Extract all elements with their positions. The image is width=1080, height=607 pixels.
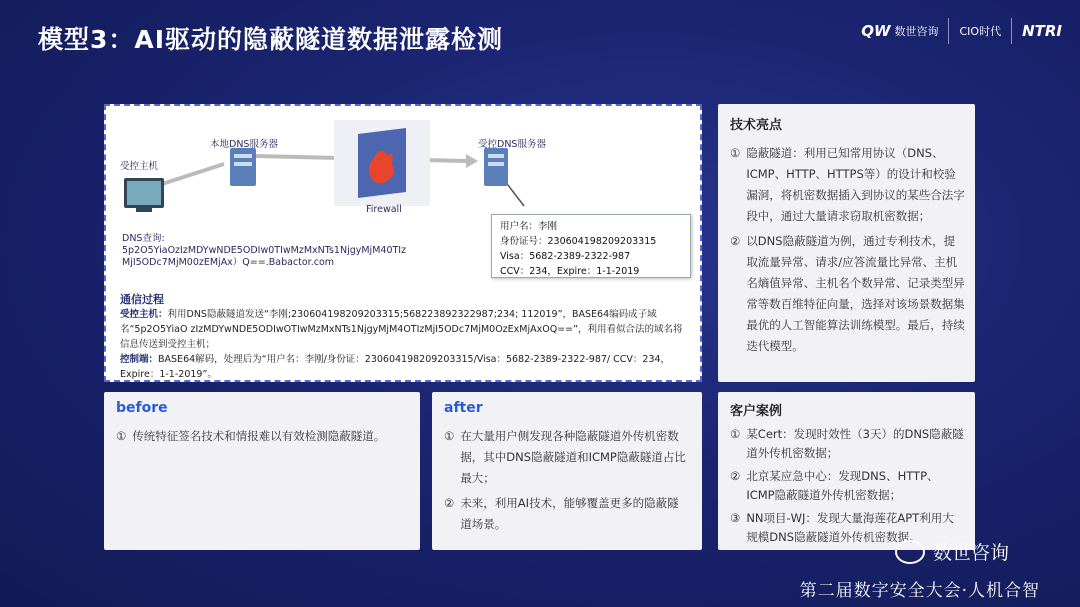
arrow-host-to-dns — [162, 164, 224, 184]
list-item: ② 北京某应急中心：发现DNS、HTTP、ICMP隐蔽隧道外传机密数据； — [730, 469, 939, 502]
host-computer-icon — [124, 178, 164, 212]
firewall-label: Firewall — [366, 204, 402, 215]
list-item: ① 在大量用户侧发现各种隐蔽隧道外传机密数据，其中DNS隐蔽隧道和ICMP隐蔽隧道占比最大； — [444, 429, 686, 485]
before-panel — [104, 392, 420, 550]
logo-bar — [861, 18, 1062, 44]
stolen-info-card: 用户名：李刚 身份证号：230604198209203315 Visa：5682-2389-2322-987 CCV：234，Expire：1-1-2019 — [491, 214, 691, 278]
after-list — [444, 426, 690, 535]
tech-highlights-panel — [718, 104, 975, 382]
before-list — [116, 426, 408, 447]
logo-divider — [1011, 18, 1012, 44]
diagram-panel — [104, 104, 702, 382]
cases-list — [730, 425, 965, 547]
host-label: 受控主机 — [120, 161, 159, 172]
list-item: ② 以DNS隐蔽隧道为例，通过专利技术，提取流量异常、请求/应答流量比异常、主机名熵值异常、主机名个数异常、记录类型异常等数百维特征向量，选择对该场景数据集最优的人工智能算法训练模型。最后，持续迭代模型。 — [730, 234, 965, 353]
list-item: ② 未来，利用AI技术，能够覆盖更多的隐蔽隧道场景。 — [444, 496, 679, 531]
page-title: 模型3：AI驱动的隐蔽隧道数据泄露检测 — [38, 25, 504, 54]
wechat-icon — [895, 540, 925, 564]
comm-ctrl: 控制端：BASE64解码，处理后为“用户名：李刚/身份证：230604198209203315/Visa：5682-2389-2322-987/ CCV：234，Expire：1-1-2019”。 — [120, 354, 671, 380]
firewall-icon — [334, 120, 430, 206]
arrow-head — [466, 154, 478, 168]
ntri-logo: NTRI — [1022, 22, 1062, 40]
before-title: before — [116, 400, 168, 416]
list-item: ① 隐蔽隧道：利用已知常用协议（DNS、ICMP、HTTP、HTTPS等）的设计和校验漏洞，将机密数据插入到协议的某些合法字段中，通过大量请求窃取机密数据； — [730, 146, 965, 223]
cases-title: 客户案例 — [730, 404, 783, 419]
footer-text: 第二届数字安全大会·人机合智 — [799, 581, 1040, 601]
after-title: after — [444, 400, 483, 416]
cio-logo: CIO时代 — [959, 25, 1002, 38]
controlled-dns-label: 受控DNS服务器 — [478, 139, 546, 150]
local-dns-label: 本地DNS服务器 — [210, 139, 278, 150]
shushi-logo: QW 数世咨询 — [861, 22, 939, 40]
tech-list — [730, 143, 965, 357]
comm-title: 通信过程 — [120, 293, 164, 306]
customer-cases-panel — [718, 392, 975, 550]
list-item: ① 某Cert：发现时效性（3天）的DNS隐蔽隧道外传机密数据； — [730, 427, 964, 460]
tech-title: 技术亮点 — [730, 118, 783, 133]
wechat-watermark: 数世咨询 — [895, 538, 1009, 565]
dns-query: DNS查询: 5p2O5YiaOzIzMDYwNDE5ODIw0TIwMzMxNTs1NjgyMjM40TIz MjI5ODc7MjM00zEMjAx）Q==.Babactor.com — [122, 233, 407, 268]
local-dns-server-icon — [230, 148, 256, 186]
after-panel — [432, 392, 702, 550]
list-item: ① 传统特征签名技术和情报难以有效检测隐蔽隧道。 — [116, 429, 386, 443]
logo-divider — [948, 18, 949, 44]
comm-host: 受控主机：利用DNS隐蔽隧道发送“李刚;230604198209203315;5682238923229​87;234; 112019”，BASE64编码成子域名“5p2O5YiaO zIzMDYwNDE5ODIwOTIwMzMxNTs1NjgyMjM4OTIzMjI5ODc7MjM0OzExMjAxOQ==”，利用看似合法的域名将信息传送到受控主机； — [120, 309, 683, 350]
list-item: ③ NN项目-WJ：发现大量海莲花APT利用大规模DNS隐蔽隧道外传机密数据。 — [730, 511, 954, 544]
controlled-dns-server-icon — [484, 148, 508, 186]
communication-process — [120, 292, 690, 382]
